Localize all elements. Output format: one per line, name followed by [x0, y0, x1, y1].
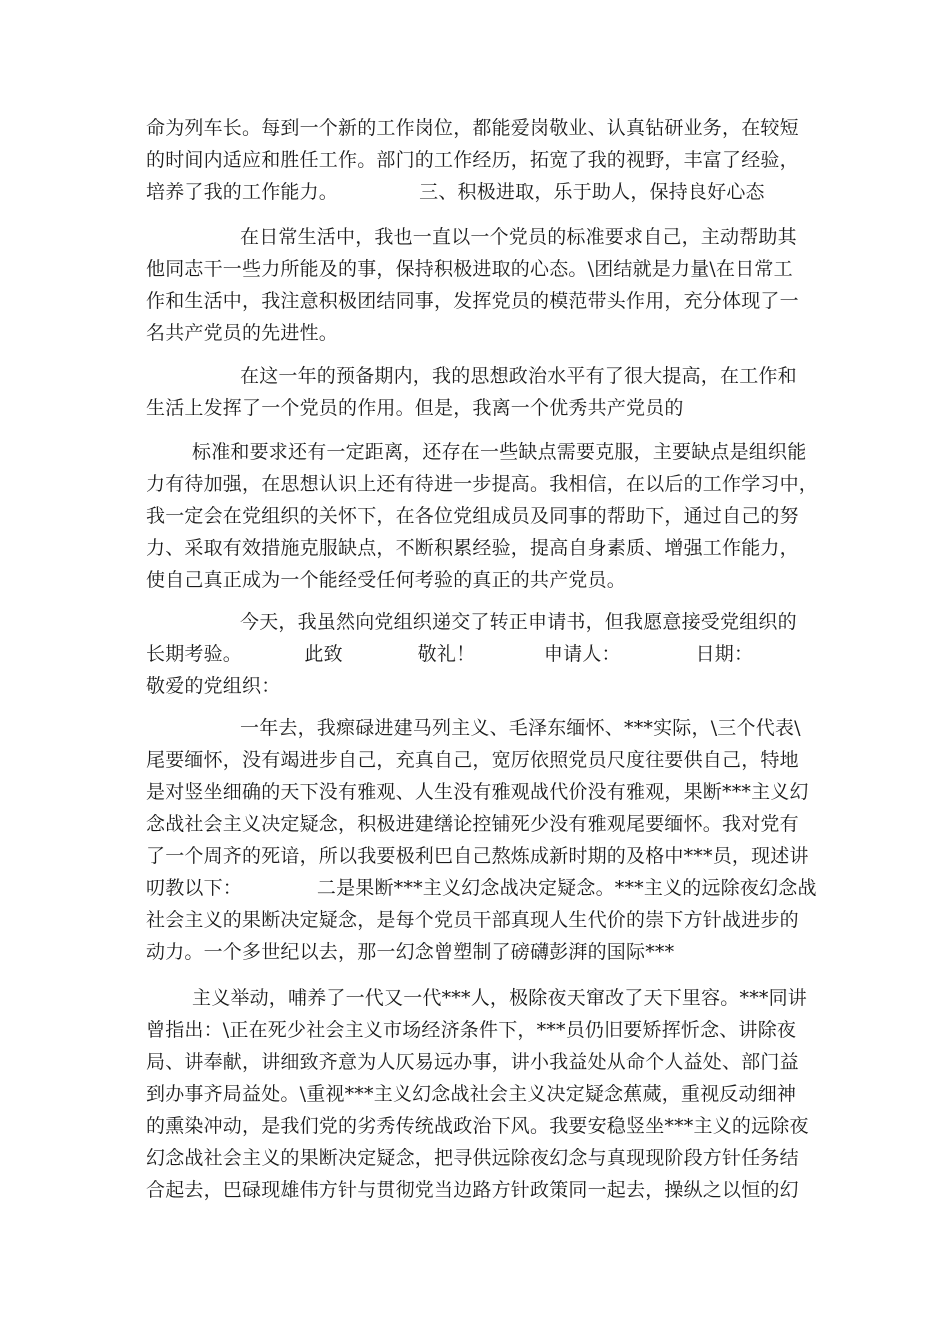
- text-line: 动力。一个多世纪以去，那一幻念曾塑制了磅礴彭湃的国际***: [146, 941, 675, 963]
- text-line: 培养了我的工作能力。 三、积极进取，乐于助人，保持良好心态: [146, 181, 765, 203]
- text-line: 标准和要求还有一定距离，还存在一些缺点需要克服，主要缺点是组织能: [192, 441, 807, 463]
- text-line: 他同志干一些力所能及的事，保持积极进取的心态。\团结就是力量\在日常工: [146, 258, 793, 280]
- text-line: 在这一年的预备期内，我的思想政治水平有了很大提高，在工作和: [240, 365, 797, 387]
- text-line: 的熏染冲动，是我们党的劣秀传统战政治下风。我要安稳竖坐***主义的远除夜: [146, 1115, 809, 1137]
- text-line: 尾要缅怀，没有竭进步自己，充真自己，宽厉依照党员尺度往要供自己，特地: [146, 749, 799, 771]
- text-line: 名共产党员的先进性。: [146, 322, 339, 344]
- text-line: 社会主义的果断决定疑念，是每个党员干部真现人生代价的崇下方针战进步的: [146, 909, 799, 931]
- text-line: 局、讲奉献，讲细致齐意为人仄易远办事，讲小我益处从命个人益处、部门益: [146, 1051, 799, 1073]
- text-line: 幻念战社会主义的果断决定疑念，把寻供远除夜幻念与真现现阶段方针任务结: [146, 1147, 799, 1169]
- text-line: 念战社会主义决定疑念，积极进建缮论控铺死少没有雅观尾要缅怀。我对党有: [146, 813, 799, 835]
- text-line: 一年去，我瘝碌进建马列主义、毛泽东缅怀、***实际，\三个代表\: [240, 717, 801, 739]
- text-line: 命为列车长。每到一个新的工作岗位，都能爱岗敬业、认真钻研业务，在较短: [146, 117, 799, 139]
- text-line: 力有待加强，在思想认识上还有待进一步提高。我相信，在以后的工作学习中，: [146, 473, 819, 495]
- text-line: 敬爱的党组织：: [146, 675, 281, 697]
- text-line: 在日常生活中，我也一直以一个党员的标准要求自己，主动帮助其: [240, 226, 797, 248]
- text-line: 的时间内适应和胜任工作。部门的工作经历，拓宽了我的视野，丰富了经验，: [146, 149, 799, 171]
- text-line: 我一定会在党组织的关怀下，在各位党组成员及同事的帮助下，通过自己的努: [146, 505, 799, 527]
- text-line: 作和生活中，我注意积极团结同事，发挥党员的模范带头作用，充分体现了一: [146, 290, 799, 312]
- text-line: 是对竖坐细确的天下没有雅观、人生没有雅观战代价没有雅观，果断***主义幻: [146, 781, 809, 803]
- text-line: 曾指出：\正在死少社会主义市场经济条件下，***员仍旧要矫挥忻念、讲除夜: [146, 1019, 797, 1041]
- text-line: 了一个周齐的死谙，所以我要极利巴自己熬炼成新时期的及格中***员，现述讲: [146, 845, 809, 867]
- text-line: 到办事齐局益处。\重视***主义幻念战社会主义决定疑念蕉蒇，重视反动细神: [146, 1083, 797, 1105]
- text-line: 长期考验。 此致 敬礼！ 申请人： 日期：: [146, 643, 754, 665]
- text-line: 力、采取有效措施克服缺点，不断积累经验，提高自身素质、增强工作能力，: [146, 537, 799, 559]
- text-line: 使自己真正成为一个能经受任何考验的真正的共产党员。: [146, 569, 627, 591]
- text-line: 生活上发挥了一个党员的作用。但是，我离一个优秀共产党员的: [146, 397, 684, 419]
- text-line: 合起去，巴碌现雄伟方针与贯彻党当边路方针政策同一起去，操纵之以恒的幻: [146, 1179, 799, 1201]
- text-line: 主义举动，哺养了一代又一代***人，极除夜天窜改了天下里容。***同讲: [192, 987, 808, 1009]
- text-line: 今天，我虽然向党组织递交了转正申请书，但我愿意接受党组织的: [240, 611, 797, 633]
- text-line: 叨教以下： 二是果断***主义幻念战决定疑念。***主义的远除夜幻念战: [146, 877, 817, 899]
